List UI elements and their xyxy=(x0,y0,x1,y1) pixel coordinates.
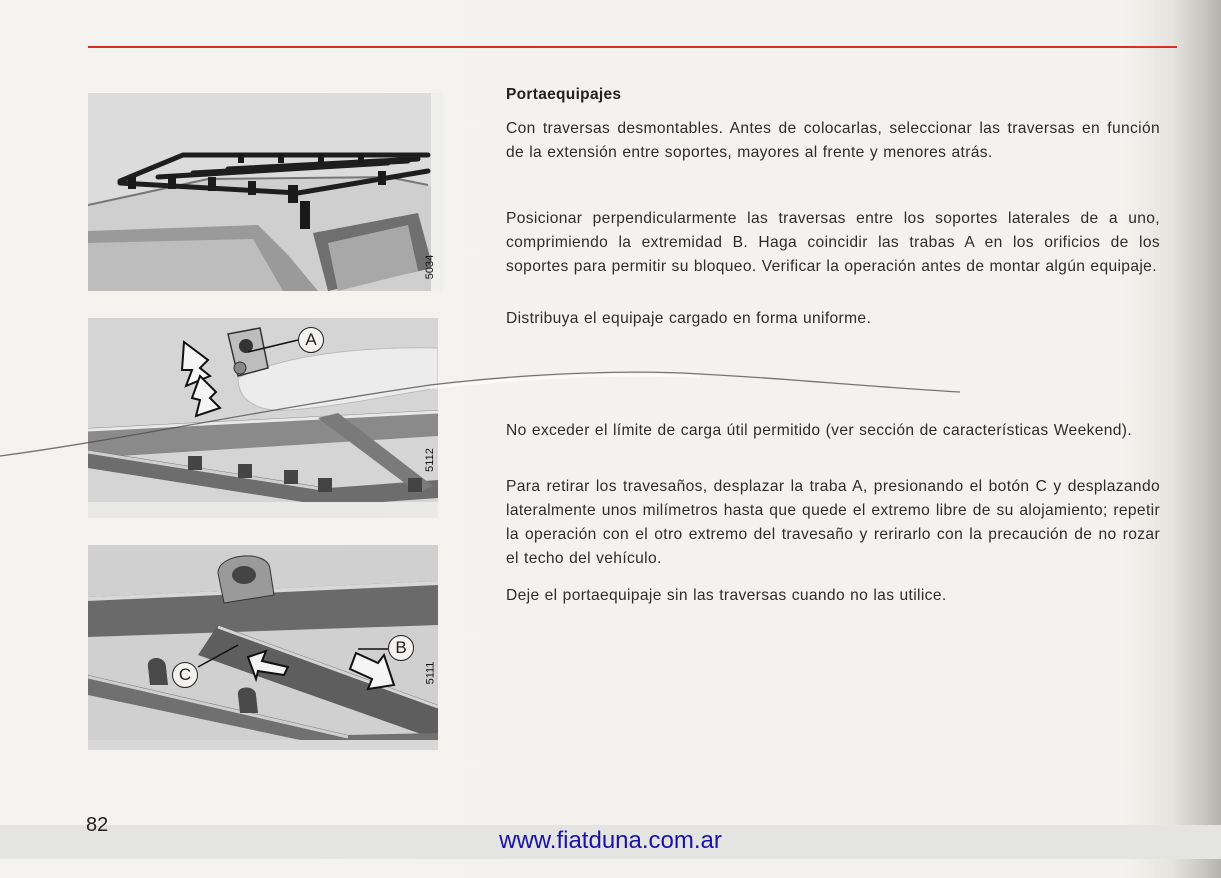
paragraph-storage: Deje el portaequipaje sin las traversas cuando no las utilice. xyxy=(506,587,947,604)
footer-url-link[interactable]: www.fiatduna.com.ar xyxy=(499,827,722,854)
figure-code: 5112 xyxy=(424,448,437,472)
callout-c: C xyxy=(172,662,198,688)
paragraph-load-limit: No exceder el límite de carga útil permitido (ver sección de características Weekend). xyxy=(506,422,1133,439)
paragraph-intro: Con traversas desmontables. Antes de colocarlas, seleccionar las traversas en función de la extensión entre soportes, mayores al frente y menores atrás. xyxy=(506,120,1160,161)
callout-b: B xyxy=(388,635,414,661)
figure-code: 5111 xyxy=(424,661,437,685)
paragraph-distribution: Distribuya el equipaje cargado en forma uniforme. xyxy=(506,310,872,327)
paragraph-mounting: Posicionar perpendicularmente las traversas entre los soportes laterales de a uno, comprimiendo la extremidad B. Haga coincidir las trabas A en los orificios de los soportes para permitir su bloqueo. Verificar la operación antes de montar algún equipaje. xyxy=(506,210,1160,275)
paragraph-removal: Para retirar los travesaños, desplazar la traba A, presionando el botón C y desplazando lateralmente unos milímetros hasta que quede el extremo libre de su alojamiento; repetir la operación con el otro extremo del travesaño y rerirarlo con la precaución de no rozar el techo del vehículo. xyxy=(506,478,1160,567)
page-number: 82 xyxy=(86,814,109,836)
figure-code: 5034 xyxy=(424,254,436,280)
callout-a: A xyxy=(298,327,324,353)
footer-url xyxy=(0,827,1221,855)
section-title: Portaequipajes xyxy=(506,86,622,103)
